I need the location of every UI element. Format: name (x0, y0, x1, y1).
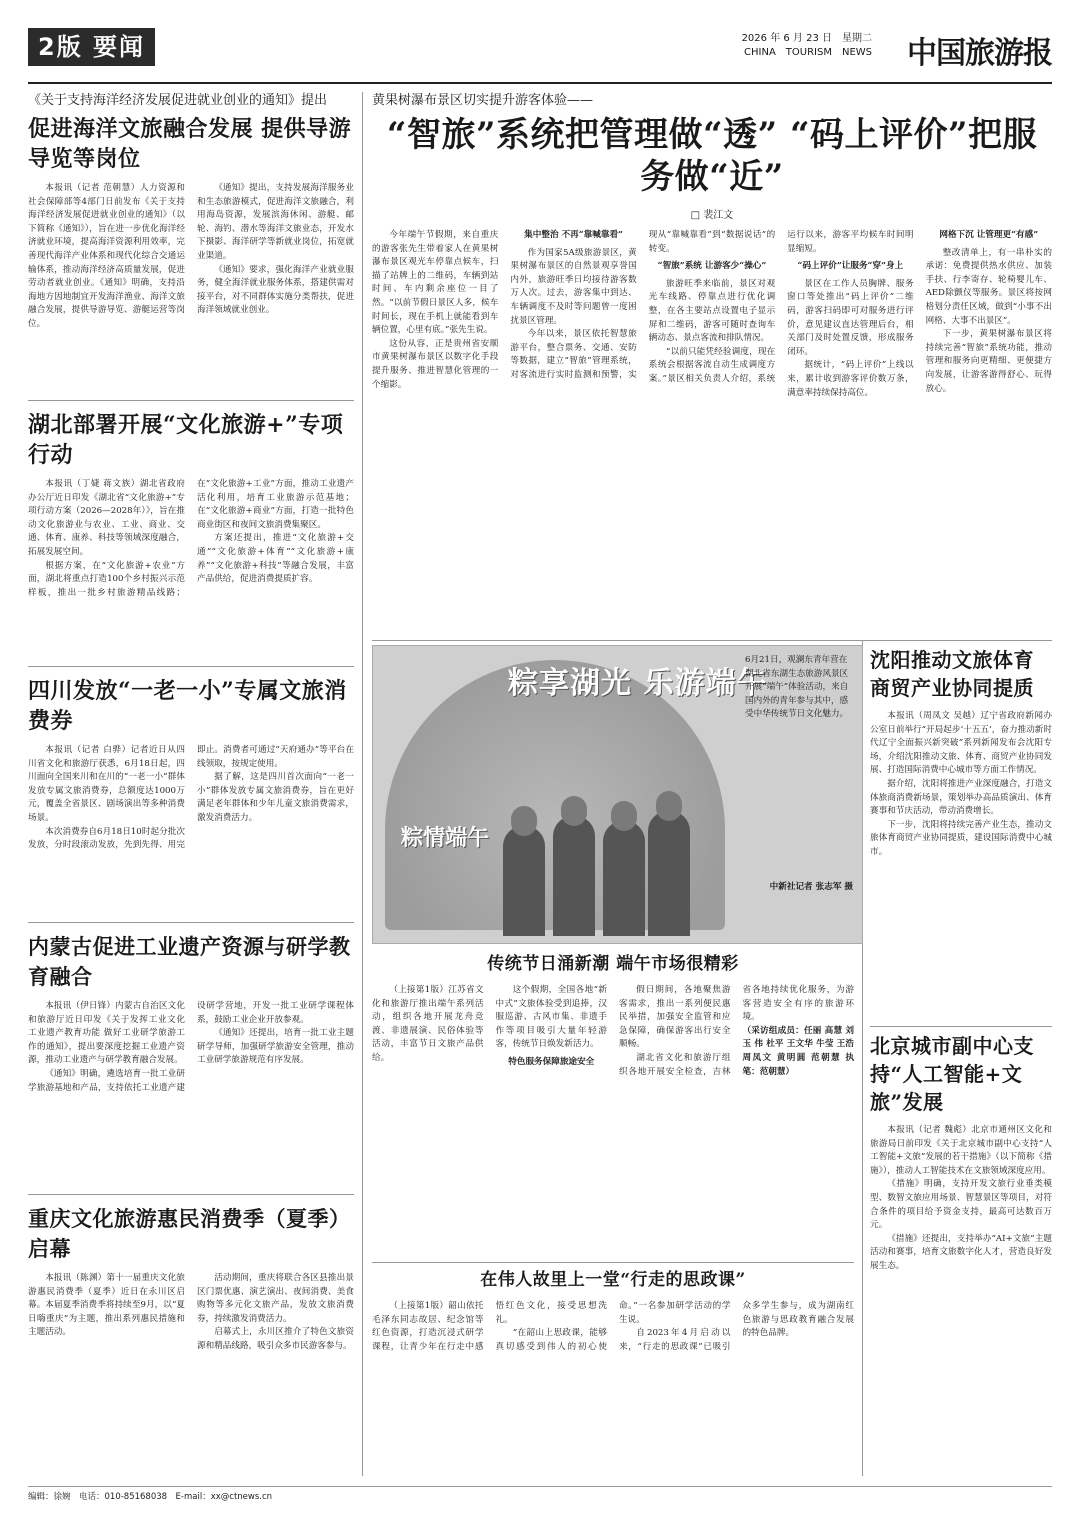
article-headline: 促进海洋文旅融合发展 提供导游导览等岗位 (28, 116, 352, 172)
reporting-team-credit: （采访组成员：任丽 高慧 刘玉 伟 杜平 王文华 牛莹 王浩 周凤文 黄明圆 范朝慧 执笔：范朝慧） (742, 1025, 854, 1077)
section-rule (372, 1262, 854, 1263)
article-beijing-ai (870, 1032, 1052, 1480)
person-head (611, 801, 637, 831)
section-badge: 2版 要闻 (28, 28, 155, 66)
paragraph: 作为国家5A级旅游景区，黄果树瀑布景区的自然景观享誉国内外，旅游旺季日均接待游客数万人次。过去，游客集中到达、车辆调度不及时等问题曾一度困扰景区管理。 (510, 247, 637, 326)
paper-english-name: CHINA TOURISM NEWS (744, 47, 872, 58)
paragraph: （上接第1版）韶山依托毛泽东同志故居、纪念馆等红色资源，打造沉浸式研学课程，让青少年在行走中感悟红色文化，接受思想洗礼。 (372, 1301, 607, 1352)
section-rule (28, 922, 354, 923)
person-head (561, 796, 587, 826)
issue-date: 2026 年 6 月 23 日 星期二 (741, 33, 872, 44)
article-body (372, 229, 1052, 637)
article-kicker: 黄果树瀑布景区切实提升游客体验—— (372, 93, 594, 108)
masthead-date (742, 32, 872, 60)
article-body (870, 710, 1052, 1016)
person-head (656, 791, 682, 821)
article-neimenggu (28, 926, 354, 1192)
article-body (28, 478, 354, 664)
paragraph: 下一步，沈阳将持续完善产业生态，推动文旅体育商贸产业协同提质，建设国际消费中心城市。 (870, 819, 1052, 857)
paragraph: 旅游旺季来临前，景区对观光车线路、停靠点进行优化调整，在各主要站点设置电子显示屏和二维码，游客可随时查询车辆动态、景点客流和排队情况。 (648, 278, 776, 344)
paragraph: 下一步，黄果树瀑布景区将持续完善“智旅”系统功能，推动管理和服务向更精细、更便捷方向发展，让游客游得舒心、玩得放心。 (925, 329, 1052, 394)
masthead (28, 28, 1052, 71)
paragraph: 本次消费券自6月18日10时起分批次发放，分时段滚动发放，先到先得、用完即止。消费者可通过“天府通办”等平台在线领取，按规定使用。 (28, 745, 354, 851)
photo-caption: 6月21日，观澜东青年营在湖北省东湖生态旅游风景区开展“端午”体验活动，来自国内外的青年参与其中，感受中华传统节日文化魅力。 (745, 655, 849, 720)
article-body (372, 1300, 854, 1476)
paragraph: 《通知》要求，强化海洋产业就业服务，健全海洋就业服务体系，搭建供需对接平台，对不同群体实施分类帮扶，促进海洋领域就业创业。 (197, 264, 354, 316)
paragraph: 本报讯（周凤文 吴越）辽宁省政府新闻办公室日前举行“开局起步‘十五五’，奋力推动新时代辽宁全面振兴新突破”系列新闻发布会沈阳专场，介绍沈阳推动文旅、体育、商贸产业协同发展、打造国际消费中心城市等方面工作情况。 (870, 711, 1052, 776)
article-hubei (28, 404, 354, 664)
article-headline: 沈阳推动文旅体育商贸产业协同提质 (870, 648, 1034, 700)
article-shaoshan (372, 1268, 854, 1480)
article-kicker: 《关于支持海洋经济发展促进就业创业的通知》提出 (28, 93, 328, 108)
article-headline: 重庆文化旅游惠民消费季（夏季）启幕 (28, 1206, 351, 1261)
person-figure (603, 821, 645, 936)
paragraph: 这个假期，全国各地“新中式”文旅体验受到追捧，汉服巡游、古风市集、非遗手作等项目吸引大量年轻游客，传统节日焕发新活力。 (495, 985, 607, 1050)
article-body (870, 1124, 1052, 1480)
article-shenyang (870, 646, 1052, 1022)
paragraph: 本报讯（陈渊）第十一届重庆文化旅游惠民消费季（夏季）近日在永川区启幕。本届夏季消费季将持续至9月，以“夏日嗨重庆”为主题，推出系列惠民措施和主题活动。 (28, 1273, 185, 1338)
paragraph: 本报讯（丁婕 蒋文族）湖北省政府办公厅近日印发《湖北省“文化旅游+”专项行动方案（2026—2028年）》，旨在推动文化旅游业与农业、工业、商业、交通、体育、康养、科技等领域深度融合，拓展发展空间。 (28, 479, 185, 557)
article-sichuan (28, 670, 354, 920)
section-rule (28, 400, 354, 401)
subheading: 特色服务保障旅途安全 (508, 1056, 595, 1067)
section-rule (28, 1194, 354, 1195)
article-chongqing (28, 1198, 354, 1480)
article-marine-employment (28, 92, 354, 398)
article-body (28, 1000, 354, 1192)
section-rule (372, 640, 1052, 641)
paragraph: 本报讯（记者 范朝慧）人力资源和社会保障部等4部门日前发布《关于支持海洋经济发展促进就业创业的通知》（以下简称《通知》），旨在进一步优化海洋经济就业环境，提高海洋资源利用效率，完善现代海洋产业体系和现代化综合交通运输体系，推动海洋经济高质量发展，促进劳动者就业创业。《通知》明确，支持沿海地方因地制宜开发海洋渔业、海洋文旅融合发展，提供导游导览、游艇运营等岗位。 (28, 183, 185, 329)
person-figure (648, 811, 690, 936)
paragraph: 《措施》明确，支持开发文旅行业垂类模型、数智文旅应用场景、智慧景区等项目，对符合条件的项目给予资金支持，最高可达数百万元。 (870, 1179, 1052, 1231)
article-headline: 内蒙古促进工业遗产资源与研学教育融合 (28, 934, 351, 989)
paragraph: 今年端午节假期，来自重庆的游客张先生带着家人在黄果树瀑布景区观光车停靠点候车，扫描了站牌上的二维码，车辆到站时间、车内剩余座位一目了然。“以前节假日景区人多，候车时间长，现在手机上就能看到车辆位置，心里有底。”张先生说。 (372, 230, 499, 336)
section-rule (870, 1026, 1052, 1027)
photo-banner-title: 粽享湖光 乐游端午 (508, 666, 768, 701)
paragraph: 本报讯（伊日锋）内蒙古自治区文化和旅游厅近日印发《关于发挥工业文化 工业遗产教育功能 做好工业研学旅游工作的通知》，提出要深度挖掘工业遗产资源，推动工业遗产与研学教育融合发展。 (28, 1001, 185, 1066)
section-rule (28, 666, 354, 667)
article-body (372, 984, 854, 1250)
article-huangguoshu (372, 92, 1052, 637)
dragon-boat-festival-photo (372, 645, 863, 944)
article-dragon-boat-market (372, 952, 854, 1256)
article-body (28, 744, 354, 920)
paragraph: 景区在工作人员胸牌、服务窗口等处推出“码上评价”二维码，游客扫码即可对服务进行评价，意见建议直达管理后台，相关部门及时处置反馈，形成服务闭环。 (787, 278, 914, 357)
paragraph: 假日期间，各地聚焦游客需求，推出一系列便民惠民举措，加强安全监管和应急保障，确保游客出行安全顺畅。 (619, 985, 731, 1050)
paragraph: 自2023年4月启动以来，“行走的思政课”已吸引众多学生参与，成为湖南红色旅游与思政教育融合发展的特色品牌。 (619, 1301, 854, 1352)
paragraph: （上接第1版）江苏省文化和旅游厅推出端午系列活动，组织各地开展龙舟竞渡、非遗展演、民俗体验等活动，丰富节日文旅产品供给。 (372, 985, 484, 1063)
photo-banner-side: 粽情端午 (401, 826, 490, 851)
paragraph: 据介绍，沈阳将推进产业深度融合，打造文体旅商消费新场景，策划举办高品质演出、体育赛事和节庆活动，带动消费增长。 (870, 778, 1052, 817)
article-headline: 北京城市副中心支持“人工智能+文旅”发展 (870, 1034, 1034, 1114)
article-body (28, 1272, 354, 1480)
article-byline: □ 裴江文 (690, 210, 734, 221)
paragraph: 《通知》明确，遴选培育一批工业研学旅游基地和产品，支持依托工业遗产建设研学营地，开发一批工业研学课程体系，鼓励工业企业开放参观。 (28, 1001, 354, 1093)
subheading: 集中整治 不再“靠喊靠看” (524, 230, 623, 240)
article-body (28, 182, 354, 398)
article-headline: “智旅”系统把管理做“透” “码上评价”把服务做“近” (386, 115, 1038, 197)
subheading: “智旅”系统 让游客少“操心” (657, 261, 767, 272)
paragraph: 活动期间，重庆将联合各区县推出景区门票优惠、演艺演出、夜间消费、美食购物等多元化文旅产品，发放文旅消费券，持续激发消费活力。 (197, 1273, 354, 1324)
paragraph: 本报讯（记者 白骅）记者近日从四川省文化和旅游厅获悉，6月18日起，四川面向全国来川和在川的“一老一小”群体发放专属文旅消费券，总额度达1000万元，覆盖全省景区、剧场演出等多种消费场景。 (28, 745, 185, 823)
paragraph: “在韶山上思政课，能够真切感受到伟人的初心使命。”一名参加研学活动的学生说。 (495, 1301, 731, 1352)
person-figure (503, 826, 545, 936)
subheading: 网格下沉 让管理更“有感” (939, 230, 1039, 240)
paragraph: 启幕式上，永川区推介了特色文旅资源和精品线路，吸引众多市民游客参与。 (197, 1327, 354, 1351)
photo-credit: 中新社记者 张志军 摄 (769, 882, 853, 892)
paragraph: 《通知》还提出，培育一批工业主题研学导师，加强研学旅游安全管理，推动工业研学旅游规范有序发展。 (197, 1028, 354, 1066)
paragraph: “以前只能凭经验调度，现在系统会根据客流自动生成调度方案。”景区相关负责人介绍，系统运行以来，游客平均候车时间明显缩短。 (648, 230, 914, 384)
photo-people (493, 766, 693, 936)
article-headline: 在伟人故里上一堂“行走的思政课” (480, 1270, 746, 1290)
person-figure (553, 816, 595, 936)
paragraph: 湖北省文化和旅游厅组织各地开展安全检查，吉林省各地持续优化服务，为游客营造安全有序的旅游环境。 (619, 985, 854, 1077)
paragraph: 方案还提出，推进“文化旅游+交通”“文化旅游+体育”“文化旅游+康养”“文化旅游+科技”等融合发展，丰富产品供给，促进消费提质扩容。 (197, 533, 354, 585)
article-headline: 四川发放“一老一小”专属文旅消费券 (28, 678, 347, 734)
article-headline: 传统节日涌新潮 端午市场很精彩 (487, 954, 739, 974)
paragraph: 《措施》还提出，支持举办“AI+文旅”主题活动和赛事，培育文旅数字化人才，营造良好发展生态。 (870, 1233, 1052, 1271)
article-headline: 湖北部署开展“文化旅游+”专项行动 (28, 412, 344, 468)
paragraph: 整改清单上，有一串朴实的承诺：免费提供热水供应、加装手扶、行李寄存、轮椅婴儿车、AED除颤仪等服务。景区将按网格划分责任区域，做到“小事不出网格、大事不出景区”。 (925, 247, 1052, 326)
subheading: “码上评价”让服务“穿”身上 (797, 261, 904, 272)
paragraph: 据统计，“码上评价”上线以来，累计收到游客评价数万条，满意率持续保持高位。 (787, 360, 914, 398)
masthead-rule (28, 82, 1052, 84)
paragraph: 这份从容，正是贵州省安顺市黄果树瀑布景区以数字化手段提升服务、推进智慧化管理的一个缩影。 (372, 338, 499, 390)
newspaper-logo: 中国旅游报 (907, 36, 1052, 71)
paragraph: 根据方案，在“文化旅游+农业”方面，湖北将重点打造100个乡村振兴示范样板，推出一批乡村旅游精品线路；在“文化旅游+工业”方面，推动工业遗产活化利用，培育工业旅游示范基地；在“文化旅游+商业”方面，打造一批特色商业街区和夜间文旅消费集聚区。 (28, 479, 354, 598)
column-divider (362, 92, 363, 1476)
paragraph: 据了解，这是四川首次面向“一老一小”群体发放专属文旅消费券，旨在更好满足老年群体和少年儿童文旅消费需求，激发消费活力。 (197, 772, 354, 823)
person-head (511, 806, 537, 836)
page-footer: 编辑：徐婉 电话：010-85168038 E-mail：xx@ctnews.cn (28, 1486, 1052, 1502)
paragraph: 本报讯（记者 魏彪）北京市通州区文化和旅游局日前印发《关于北京城市副中心支持“人工智能+文旅”发展的若干措施》（以下简称《措施》），推动人工智能技术在文旅领域深度应用。 (870, 1125, 1052, 1176)
paragraph: 《通知》提出，支持发展海洋服务业和生态旅游模式，促进海洋文旅融合，利用海岛资源，发展滨海休闲、游艇、邮轮、海钓、潜水等海洋文旅业态，开发水下摄影、海洋研学等新就业岗位，拓宽就业渠道。 (197, 183, 354, 261)
paragraph: 今年以来，景区依托智慧旅游平台，整合票务、交通、安防等数据，建立“智旅”管理系统，对客流进行实时监测和预警，实现从“靠喊靠看”到“数据说话”的转变。 (510, 230, 776, 380)
